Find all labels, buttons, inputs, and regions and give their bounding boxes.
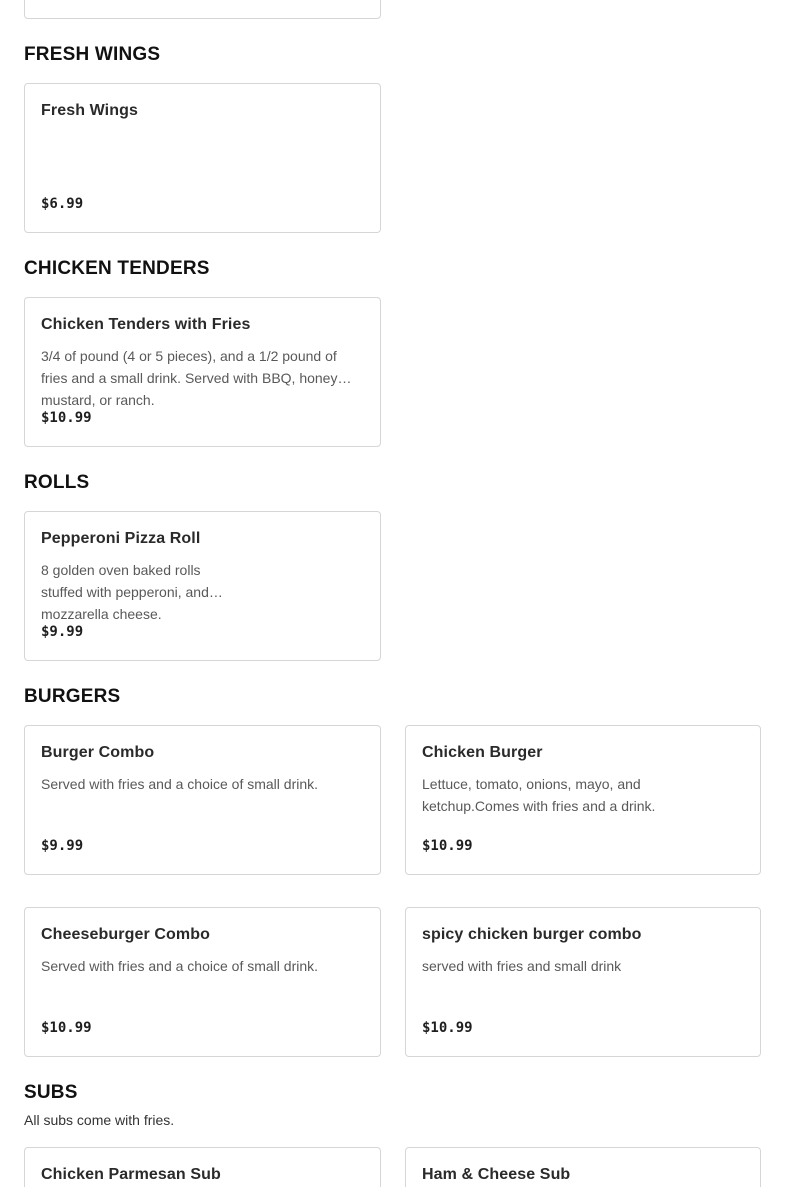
menu-item-price: $9.99 [41,624,84,640]
menu-item-name: Chicken Tenders with Fries [41,316,251,333]
menu-item-description: Served with fries and a choice of small drink. [41,958,319,974]
section-title-burgers: BURGERS [24,686,121,707]
menu-item-name: Pepperoni Pizza Roll [41,530,201,547]
menu-item-name: Cheeseburger Combo [41,926,210,943]
menu-item-card[interactable] [405,725,761,875]
section-title-chicken-tenders: CHICKEN TENDERS [24,258,210,279]
menu-item-name: Chicken Parmesan Sub [41,1166,221,1183]
menu-item-price: $10.99 [422,1020,473,1036]
menu-item-card[interactable] [24,511,381,661]
section-title-subs: SUBS [24,1082,78,1103]
menu-item-description: served with fries and small drink [422,958,622,974]
menu-item-description: 8 golden oven baked rolls stuffed with pepperoni, and mozzarella cheese. [41,562,209,622]
menu-item-card[interactable] [24,83,381,233]
menu-item-name: Fresh Wings [41,102,138,119]
menu-item-card-partial[interactable] [24,0,381,19]
menu-item-card[interactable] [405,1147,761,1187]
section-note-subs: All subs come with fries. [24,1112,175,1128]
menu-item-price: $10.99 [41,1020,92,1036]
menu-item-description: Lettuce, tomato, onions, mayo, and ketchup.Comes with fries and a drink. [422,776,656,814]
menu-item-description: 3/4 of pound (4 or 5 pieces), and a 1/2 pound of fries and a small drink. Served with BBQ, honey mustard, or ranch. [41,348,338,408]
menu-item-price: $10.99 [41,410,92,426]
menu-item-price: $9.99 [41,838,84,854]
menu-item-card[interactable] [24,1147,381,1187]
menu-item-price: $6.99 [41,196,84,212]
section-title-fresh-wings: FRESH WINGS [24,44,161,65]
menu-item-card[interactable] [24,297,381,447]
menu-item-name: Burger Combo [41,744,155,761]
menu-item-name: Chicken Burger [422,744,543,761]
menu-item-description: Served with fries and a choice of small drink. [41,776,319,792]
menu-item-card[interactable] [24,725,381,875]
section-title-rolls: ROLLS [24,472,90,493]
menu-item-name: Ham & Cheese Sub [422,1166,571,1183]
menu-item-card[interactable] [405,907,761,1057]
menu-item-price: $10.99 [422,838,473,854]
menu-item-card[interactable] [24,907,381,1057]
menu-item-name: spicy chicken burger combo [422,926,642,943]
